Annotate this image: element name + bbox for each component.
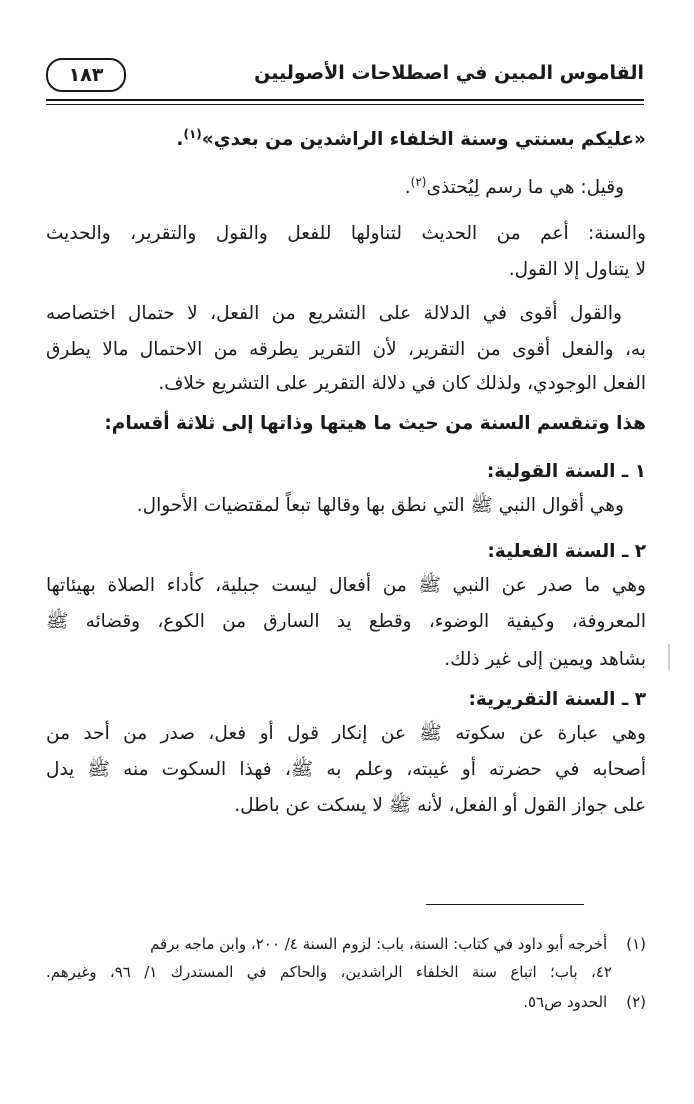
line-end: . xyxy=(404,177,411,198)
page-number: ١٨٣ xyxy=(46,58,126,92)
footnote xyxy=(150,932,646,956)
hadith-quote: «عليكم بسنتي وسنة الخلفاء الراشدين من بعدي» xyxy=(201,129,646,150)
footnote-text: الحدود ص٥٦. xyxy=(523,993,608,1011)
body-line: هذا وتنقسم السنة من حيث ما هيتها وذاتها إلى ثلاثة أقسام: xyxy=(104,413,646,434)
footnote-divider xyxy=(426,904,584,905)
header-divider xyxy=(46,99,644,101)
running-header xyxy=(46,58,644,98)
body-line xyxy=(176,126,646,154)
body-line: وهي عبارة عن سكوته ﷺ عن إنكار قول أو فعل، صدر من أحد من xyxy=(46,723,646,744)
body-line: أصحابه في حضرته أو غيبته، وعلم به ﷺ، فهذا السكوت منه ﷺ يدل xyxy=(46,759,646,780)
section-heading: ١ ـ السنة القولية: xyxy=(486,461,646,482)
footnote-ref: (١) xyxy=(183,126,202,141)
line-end: . xyxy=(176,129,184,150)
body-line: وهي أقوال النبي ﷺ التي نطق بها وقالها تبعاً لمقتضيات الأحوال. xyxy=(136,495,624,516)
footnote-continuation: ٤٢، باب؛ اتباع سنة الخلفاء الراشدين، والحاكم في المستدرك ١/ ٩٦، وغيرهم. xyxy=(46,963,612,981)
definition-text: وقيل: هي ما رسم لِيُحتذى xyxy=(426,177,624,198)
body-line: والقول أقوى في الدلالة على التشريع من الفعل، لا حتمال اختصاصه xyxy=(46,303,622,324)
body-line: والسنة: أعم من الحديث لتناولها للفعل والقول والتقرير، والحديث xyxy=(46,223,646,244)
footnote xyxy=(523,990,646,1014)
body-line: لا يتناول إلا القول. xyxy=(508,259,646,280)
section-heading: ٢ ـ السنة الفعلية: xyxy=(487,541,646,562)
body-line: المعروفة، وكيفية الوضوء، وقطع يد السارق من الكوع، وقضائه ﷺ xyxy=(46,611,646,632)
body-line: على جواز القول أو الفعل، لأنه ﷺ لا يسكت عن باطل. xyxy=(234,795,646,816)
body-line: بشاهد ويمين إلى غير ذلك. xyxy=(444,649,646,670)
footnote-number: (٢) xyxy=(626,993,646,1011)
book-title: القاموس المبين في اصطلاحات الأصوليين xyxy=(254,62,644,84)
footnote-number: (١) xyxy=(626,935,646,953)
body-line: وهي ما صدر عن النبي ﷺ من أفعال ليست جبلية، كأداء الصلاة بهيئاتها xyxy=(46,575,646,596)
footnote-ref: (٢) xyxy=(410,174,427,189)
body-line xyxy=(405,174,624,202)
section-heading: ٣ ـ السنة التقريرية: xyxy=(468,689,646,710)
header-divider-thin xyxy=(46,104,644,105)
footnote-text: أخرجه أبو داود في كتاب: السنة، باب: لزوم السنة ٤/ ٢٠٠، وابن ماجه برقم xyxy=(150,935,608,953)
body-line: الفعل الوجودي، ولذلك كان في دلالة التقرير على التشريع خلاف. xyxy=(158,373,646,394)
body-line: به، والفعل أقوى من التقرير، لأن التقرير يطرقه من الاحتمال مالا يطرق xyxy=(46,339,646,360)
margin-mark xyxy=(668,644,670,670)
